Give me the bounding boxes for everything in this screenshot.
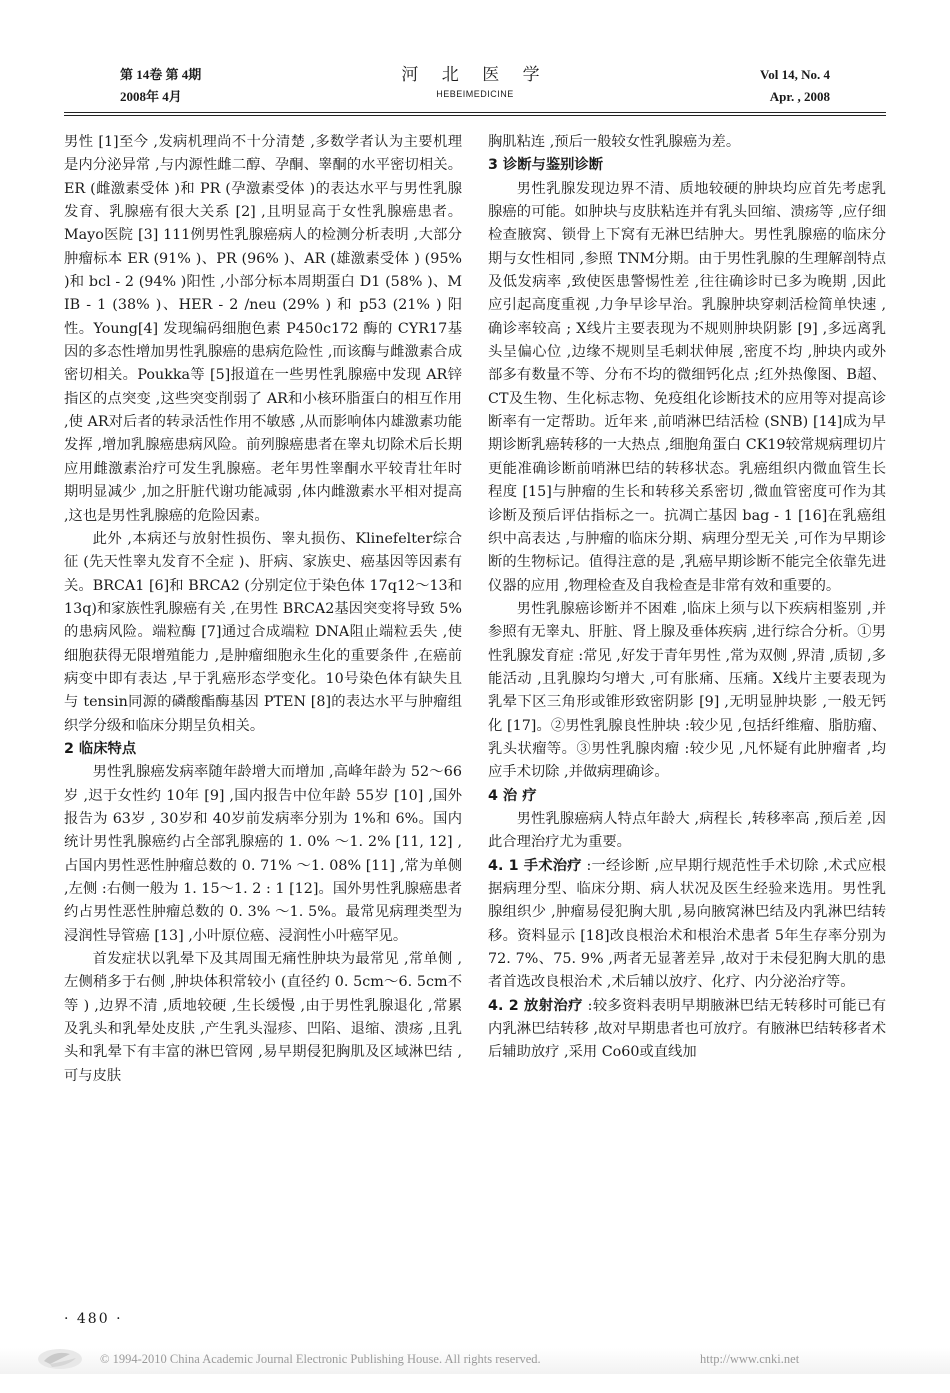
volume-issue-en: Vol 14, No. 4 bbox=[760, 67, 830, 82]
subsection-text: :较多资料表明早期腋淋巴结无转移时可能已有内乳淋巴结转移 ,故对早期患者也可放疗。有腋淋巴结转移者术后辅助放疗 ,采用 Co60或直线加 bbox=[488, 997, 887, 1061]
section-heading: 4 治 疗 bbox=[488, 787, 537, 804]
paragraph: 男性乳腺癌诊断并不困难 ,临床上须与以下疾病相鉴别 ,并参照有无睾丸、肝脏、肾上腺及垂体疾病 ,进行综合分析。①男性乳腺发育症 :常见 ,好发于青年男性 ,常为双侧 ,界清 ,质韧 ,多能活动 ,且乳腺均匀增大 ,可有胀痛、压痛。X线片主要表现为乳晕下区三角形或锥形致密阴影 [9] ,无明显肿块影 ,一般无钙化 [17]。②男性乳腺良性肿块 :较少见 ,包括纤维瘤、脂肪瘤、乳头状瘤等。③男性乳腺肉瘤 :较少见 ,凡怀疑有此肿瘤者 ,均应手术切除 ,并做病理确诊。 bbox=[488, 600, 886, 781]
publication-date: 2008年 4月 bbox=[120, 89, 182, 104]
journal-title-en: HEBEIMEDICINE bbox=[436, 89, 514, 99]
subsection-heading: 4. 2 放射治疗 bbox=[488, 997, 583, 1014]
paragraph: 男性乳腺癌病人特点年龄大 ,病程长 ,转移率高 ,预后差 ,因此合理治疗尤为重要。 bbox=[488, 810, 886, 851]
right-column bbox=[488, 131, 886, 1065]
subsection-text: :一经诊断 ,应早期行规范性手术切除 ,术式应根据病理分型、临床分期、病人状况及医生经验来选用。男性乳腺组织少 ,肿瘤易侵犯胸大肌 ,易向腋窝淋巴结及内乳淋巴结转移。资料显示 [18]改良根治术和根治术患者 5年生存率分别为 72. 7%、75. 9% ,两者无显著差异 ,故对于未侵犯胸大肌的患者首选改良根治术 ,术后辅以放疗、化疗、内分泌治疗等。 bbox=[488, 857, 887, 991]
volume-issue: 第 14卷 第 4期 bbox=[120, 67, 202, 82]
cnki-logo-icon bbox=[36, 1346, 84, 1372]
subsection-heading: 4. 1 手术治疗 bbox=[488, 857, 582, 874]
section-heading: 2 临床特点 bbox=[64, 740, 137, 757]
publisher-url[interactable]: http://www.cnki.net bbox=[700, 1352, 800, 1366]
page-number: · 480 · bbox=[64, 1311, 123, 1327]
paragraph: 男性乳腺癌发病率随年龄增大而增加 ,高峰年龄为 52～66岁 ,迟于女性约 10年 [9] ,国内报告中位年龄 55岁 [10] ,国外报告为 63岁 , 30岁和 40岁前发病率分别为 1%和 6%。国内统计男性乳腺癌约占全部乳腺癌的 1. 0% ～1. 2% [11, 12] ,占国内男性恶性肿瘤总数的 0. 71% ～1. 08% [11] ,常为单侧 ,左侧 :右侧一般为 1. 15～1. 2 : 1 [12]。国外男性乳腺癌患者约占男性恶性肿瘤总数的 0. 3% ～1. 5%。最常见病理类型为浸润性导管癌 [13] ,小叶原位癌、浸润性小叶癌罕见。 bbox=[64, 764, 462, 944]
paragraph: 首发症状以乳晕下及其周围无痛性肿块为最常见 ,常单侧 ,左侧稍多于右侧 ,肿块体积常较小 (直径约 0. 5cm～6. 5cm不等 ) ,边界不清 ,质地较硬 ,生长缓慢 ,由于男性乳腺退化 ,常累及乳头和乳晕处皮肤 ,产生乳头湿疹、凹陷、退缩、溃疡 ,且乳头和乳晕下有丰富的淋巴管网 ,易早期侵犯胸肌及区域淋巴结 ,可与皮肤 bbox=[64, 951, 462, 1084]
paragraph: 男性 [1]至今 ,发病机理尚不十分清楚 ,多数学者认为主要机理是内分泌异常 ,与内源性雌二醇、孕酮、睾酮的水平密切相关。ER (雌激素受体 )和 PR (孕激素受体 )的表达水平与男性乳腺发育、乳腺癌有很大关系 [2] ,且明显高于女性乳腺癌患者。Mayo医院 [3] 111例男性乳腺癌病人的检测分析表明 ,大部分肿瘤标本 ER (91% )、PR (96% )、AR (雄激素受体 ) (95% )和 bcl - 2 (94% )阳性 ,小部分标本周期蛋白 D1 (58% )、M IB - 1 (38% )、HER - 2 /neu (29% ) 和 p53 (21% ) 阳性。Young[4] 发现编码细胞色素 P450c172 酶的 CYR17基因的多态性增加男性乳腺癌的患病危险性 ,而该酶与雌激素合成密切相关。Poukka等 [5]报道在一些男性乳腺癌中发现 AR锌指区的点突变 ,这些突变削弱了 AR和小核环脂蛋白的相互作用 ,使 AR对后者的转录活性作用不敏感 ,从而影响体内雄激素功能发挥 ,增加乳腺癌患病风险。前列腺癌患者在睾丸切除术后长期应用雌激素治疗可发生乳腺癌。老年男性睾酮水平较青壮年时期明显减少 ,加之肝脏代谢功能减弱 ,体内雌激素水平相对提高 ,这也是男性乳腺癌的危险因素。 bbox=[64, 134, 462, 524]
publication-date-en: Apr. , 2008 bbox=[769, 89, 830, 104]
paragraph: 男性乳腺发现边界不清、质地较硬的肿块均应首先考虑乳腺癌的可能。如肿块与皮肤粘连并有乳头回缩、溃疡等 ,应仔细检查腋窝、锁骨上下窝有无淋巴结肿大。男性乳腺癌的临床分期与女性相同 ,参照 TNM分期。由于男性乳腺的生理解剖特点及低发病率 ,致使医患警惕性差 ,往往确诊时已多为晚期 ,因此应引起高度重视 ,力争早诊早治。乳腺肿块穿刺活检简单快速 ,确诊率较高 ; X线片主要表现为不规则肿块阴影 [9] ,多远离乳头呈偏心位 ,边缘不规则呈毛刺状伸展 ,密度不均 ,肿块内或外部多有数量不等、分布不均的微细钙化点 ;红外热像图、B超、CT及生物、生化标志物、免疫组化诊断技术的应用等对提高诊断率有一定帮助。近年来 ,前哨淋巴结活检 (SNB) [14]成为早期诊断乳癌转移的一大热点 ,细胞角蛋白 CK19较常规病理切片更能准确诊断前哨淋巴结的转移状态。乳癌组织内微血管生长程度 [15]与肿瘤的生长和转移关系密切 ,微血管密度可作为其诊断及预后评估指标之一。抗凋亡基因 bag - 1 [16]在乳癌组织中高表达 ,与肿瘤的临床分期、病理分型无关 ,可作为早期诊断的生物标记。值得注意的是 ,乳癌早期诊断不能完全依靠先进仪器的应用 ,物理检查及自我检查是非常有效和重要的。 bbox=[488, 180, 886, 594]
left-column bbox=[64, 131, 462, 1088]
journal-title-cn: 河 北 医 学 bbox=[401, 65, 549, 85]
copyright-line bbox=[100, 1352, 800, 1367]
header-rule-thin bbox=[64, 115, 886, 116]
header-rule bbox=[64, 112, 886, 113]
paragraph: 胸肌粘连 ,预后一般较女性乳腺癌为差。 bbox=[488, 134, 741, 150]
section-heading: 3 诊断与鉴别诊断 bbox=[488, 157, 604, 174]
paragraph: 此外 ,本病还与放射性损伤、睾丸损伤、Klinefelter综合征 (先天性睾丸发育不全症 )、肝病、家族史、癌基因等因素有关。BRCA1 [6]和 BRCA2 (分别定位于染色体 17q12～13和 13q)和家族性乳腺癌有关 ,在男性 BRCA2基因突变将导致 5%的患病风险。端粒酶 [7]通过合成端粒 DNA阻止端粒丢失 ,使细胞获得无限增殖能力 ,是肿瘤细胞永生化的重要条件 ,在癌前病变中即有表达 ,早于乳癌形态学变化。10号染色体有缺失且与 tensin同源的磷酸酯酶基因 PTEN [8]的表达水平与肿瘤组织学分级和临床分期呈负相关。 bbox=[64, 530, 462, 734]
header-right bbox=[760, 64, 830, 108]
copyright-text: © 1994-2010 China Academic Journal Electronic Publishing House. All rights reserved. bbox=[100, 1352, 541, 1366]
